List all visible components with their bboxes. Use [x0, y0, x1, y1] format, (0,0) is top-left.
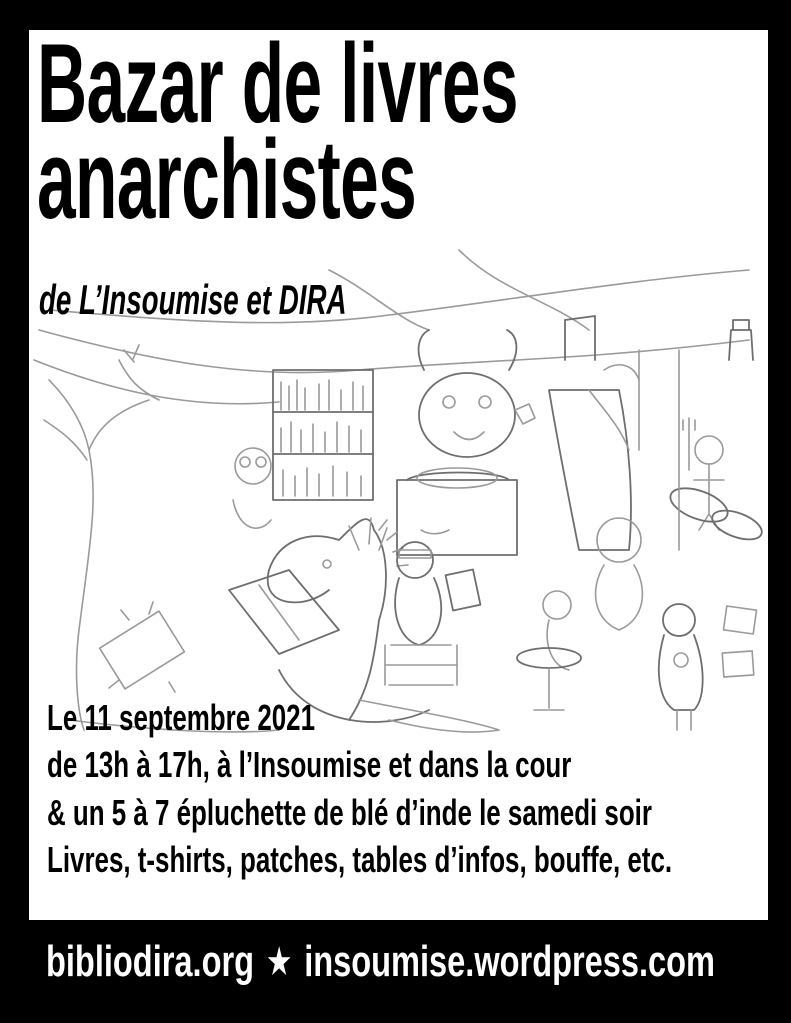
poster-panel — [29, 30, 768, 920]
poster-title — [37, 30, 518, 242]
bibliodira-link[interactable]: bibliodira.org — [46, 937, 255, 986]
event-time-location: de 13h à 17h, à l’Insoumise et dans la cour — [47, 744, 572, 786]
event-details — [47, 694, 672, 883]
title-line-1: Bazar de livres — [37, 30, 518, 146]
event-offerings: Livres, t-shirts, patches, tables d’infos, bouffe, etc. — [47, 838, 673, 880]
star-icon: ★ — [265, 940, 293, 984]
insoumise-link[interactable]: insoumise.wordpress.com — [304, 937, 715, 986]
poster-subtitle: de L’Insoumise et DIRA — [39, 276, 347, 323]
footer-links — [46, 932, 715, 992]
event-evening: & un 5 à 7 épluchette de blé d’inde le samedi soir — [47, 791, 652, 833]
event-date: Le 11 septembre 2021 — [47, 697, 316, 738]
title-line-2: anarchistes — [37, 117, 417, 242]
